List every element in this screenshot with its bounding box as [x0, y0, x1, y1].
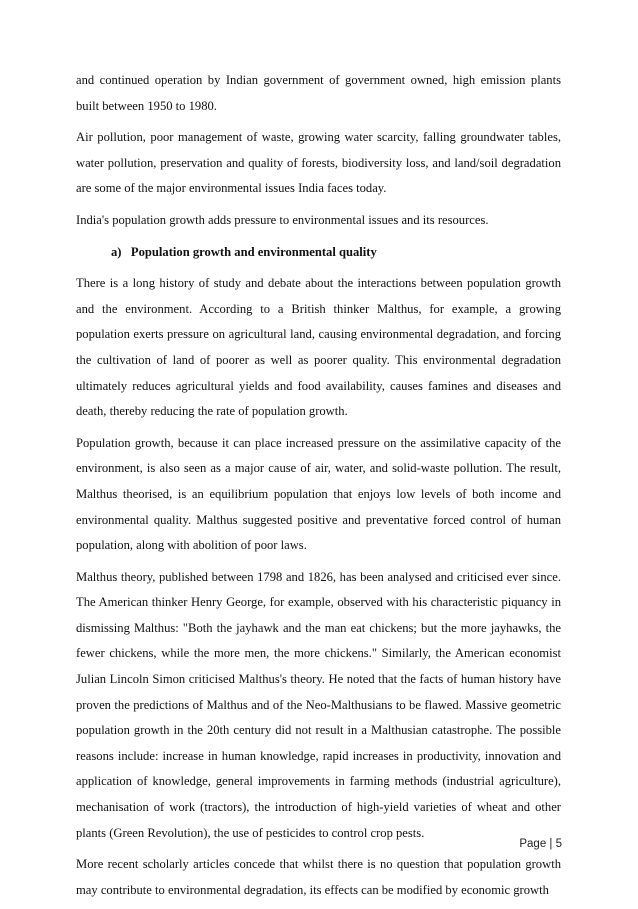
paragraph-pollution-equilibrium: Population growth, because it can place increased pressure on the assimilative capacity of the environment, is also seen as a major cause of air, water, and solid-waste pollution. The result, Malthus theorised, is an equilibrium population that enjoys low levels of both income and environmental quality. Malthus suggested positive and preventative forced control of human population, along with abolition of poor laws.: [76, 435, 561, 553]
page-number: Page | 5: [519, 838, 562, 850]
paragraph-emission-plants: and continued operation by Indian government of government owned, high emission plants built between 1950 to 1980.: [76, 73, 561, 113]
section-heading: a) Population growth and environmental quality: [111, 244, 377, 259]
paragraph-malthus-history: There is a long history of study and debate about the interactions between population growth and the environment. According to a British thinker Malthus, for example, a growing population exerts pressure on agricultural land, causing environmental degradation, and forcing the cultivation of land of poorer as well as poorer quality. This environmental degradation ultimately reduces agricultural yields and food availability, causes famines and diseases and death, thereby reducing the rate of population growth.: [76, 276, 561, 419]
paragraph-recent-scholarship: More recent scholarly articles concede that whilst there is no question that population growth may contribute to environmental degradation, its effects can be modified by economic growth: [76, 857, 561, 897]
paragraph-malthus-criticism: Malthus theory, published between 1798 and 1826, has been analysed and criticised ever since. The American thinker Henry George, for example, observed with his characteristic piquancy in dismissing Malthus: "Both the jayhawk and the man eat chickens; but the more jayhawks, the fewer chickens, while the more men, the more chickens." Similarly, the American economist Julian Lincoln Simon criticised Malthus's theory. He noted that the facts of human history have proven the predictions of Malthus and of the Neo-Malthusians to be flawed. Massive geometric population growth in the 20th century did not result in a Malthusian catastrophe. The possible reasons include: increase in human knowledge, rapid increases in productivity, innovation and application of knowledge, general improvements in farming methods (industrial agriculture), mechanisation of work (tractors), the introduction of high-yield varieties of wheat and other plants (Green Revolution), the use of pesticides to control crop pests.: [76, 569, 561, 840]
paragraph-environmental-issues: Air pollution, poor management of waste, growing water scarcity, falling groundwater tables, water pollution, preservation and quality of forests, biodiversity loss, and land/soil degradation are some of the major environmental issues India faces today.: [76, 130, 561, 196]
paragraph-population-pressure: India's population growth adds pressure to environmental issues and its resources.: [76, 212, 489, 227]
document-body: [76, 68, 561, 909]
